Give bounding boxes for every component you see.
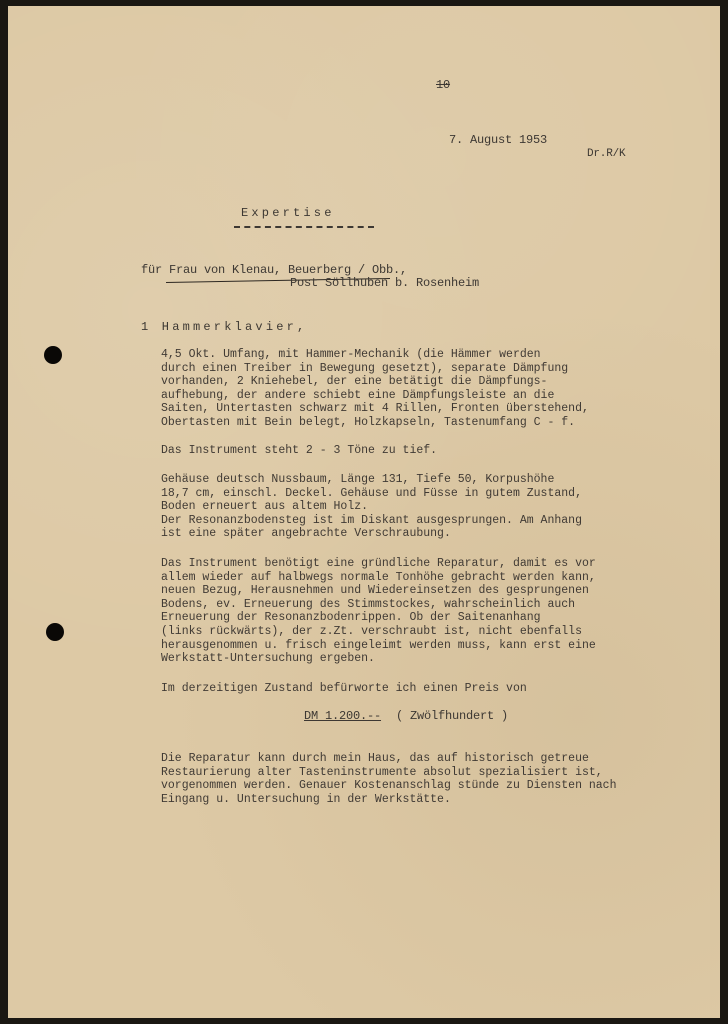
paragraph-repair (161, 557, 596, 666)
punch-hole-top (44, 346, 62, 364)
text-line: ist eine später angebrachte Verschraubung. (161, 527, 451, 541)
text-line: Restaurierung alter Tasteninstrumente absolut spezialisiert ist, (161, 765, 603, 779)
document-title: Expertise (241, 206, 335, 220)
price-in-words: ( Zwölfhundert ) (396, 709, 509, 723)
text-line: Das Instrument steht 2 - 3 Töne zu tief. (161, 444, 438, 457)
text-line: Die Reparatur kann durch mein Haus, das auf historisch getreue (161, 752, 589, 765)
text-line: Saiten, Untertasten schwarz mit 4 Rillen, Fronten überstehend, (161, 402, 589, 416)
text-line: vorhanden, 2 Kniehebel, der eine betätigt die Dämpfungs- (161, 375, 548, 389)
recipient-line-1: für Frau von Klenau, Beuerberg / Obb., (141, 263, 408, 277)
price-amount: DM 1.200.-- (304, 709, 382, 723)
text-line: allem wieder auf halbwegs normale Tonhöhe gebracht werden kann, (161, 570, 596, 584)
text-line: 18,7 cm, einschl. Deckel. Gehäuse und Füsse in gutem Zustand, (161, 486, 582, 500)
text-line: Eingang u. Untersuchung in der Werkstätte. (161, 792, 451, 806)
paragraph-price-intro (161, 682, 527, 696)
paragraph-offer (161, 752, 616, 806)
text-line: Bodens, ev. Erneuerung des Stimmstockes, wahrscheinlich auch (161, 597, 576, 611)
paragraph-tuning (161, 444, 437, 458)
text-line: durch einen Treiber in Bewegung gesetzt), separate Dämpfung (161, 361, 569, 375)
text-line: Das Instrument benötigt eine gründliche Reparatur, damit es vor (161, 557, 596, 570)
item-heading: 1 Hammerklavier, (141, 320, 308, 334)
title-underline (234, 226, 374, 230)
text-line: Boden erneuert aus altem Holz. (161, 500, 369, 514)
text-line: Obertasten mit Bein belegt, Holzkapseln, Tastenumfang C - f. (161, 415, 576, 429)
text-line: Im derzeitigen Zustand befürworte ich einen Preis von (161, 682, 527, 695)
page-number: 10 (436, 78, 451, 92)
text-line: Erneuerung der Resonanzbodenrippen. Ob der Saitenanhang (161, 611, 541, 625)
text-line: Der Resonanzbodensteg ist im Diskant ausgesprungen. Am Anhang (161, 513, 582, 527)
paragraph-description (161, 348, 589, 430)
text-line: Werkstatt-Untersuchung ergeben. (161, 652, 375, 666)
paragraph-case (161, 473, 582, 541)
text-line: herausgenommen u. frisch eingeleimt werden muss, kann erst eine (161, 638, 596, 652)
text-line: neuen Bezug, Herausnehmen und Wiedereinsetzen des gesprungenen (161, 584, 589, 598)
letter-date: 7. August 1953 (449, 133, 548, 147)
recipient-line-2: Post Söllhuben b. Rosenheim (290, 276, 480, 290)
punch-hole-bottom (46, 623, 64, 641)
text-line: (links rückwärts), der z.Zt. verschraubt ist, nicht ebenfalls (161, 624, 582, 638)
reference-code: Dr.R/K (587, 148, 626, 160)
text-line: Gehäuse deutsch Nussbaum, Länge 131, Tiefe 50, Korpushöhe (161, 473, 555, 486)
text-line: vorgenommen werden. Genauer Kostenanschlag stünde zu Diensten nach (161, 779, 617, 793)
text-line: 4,5 Okt. Umfang, mit Hammer-Mechanik (die Hämmer werden (161, 348, 541, 361)
text-line: aufhebung, der andere schiebt eine Dämpfungsleiste an die (161, 388, 555, 402)
